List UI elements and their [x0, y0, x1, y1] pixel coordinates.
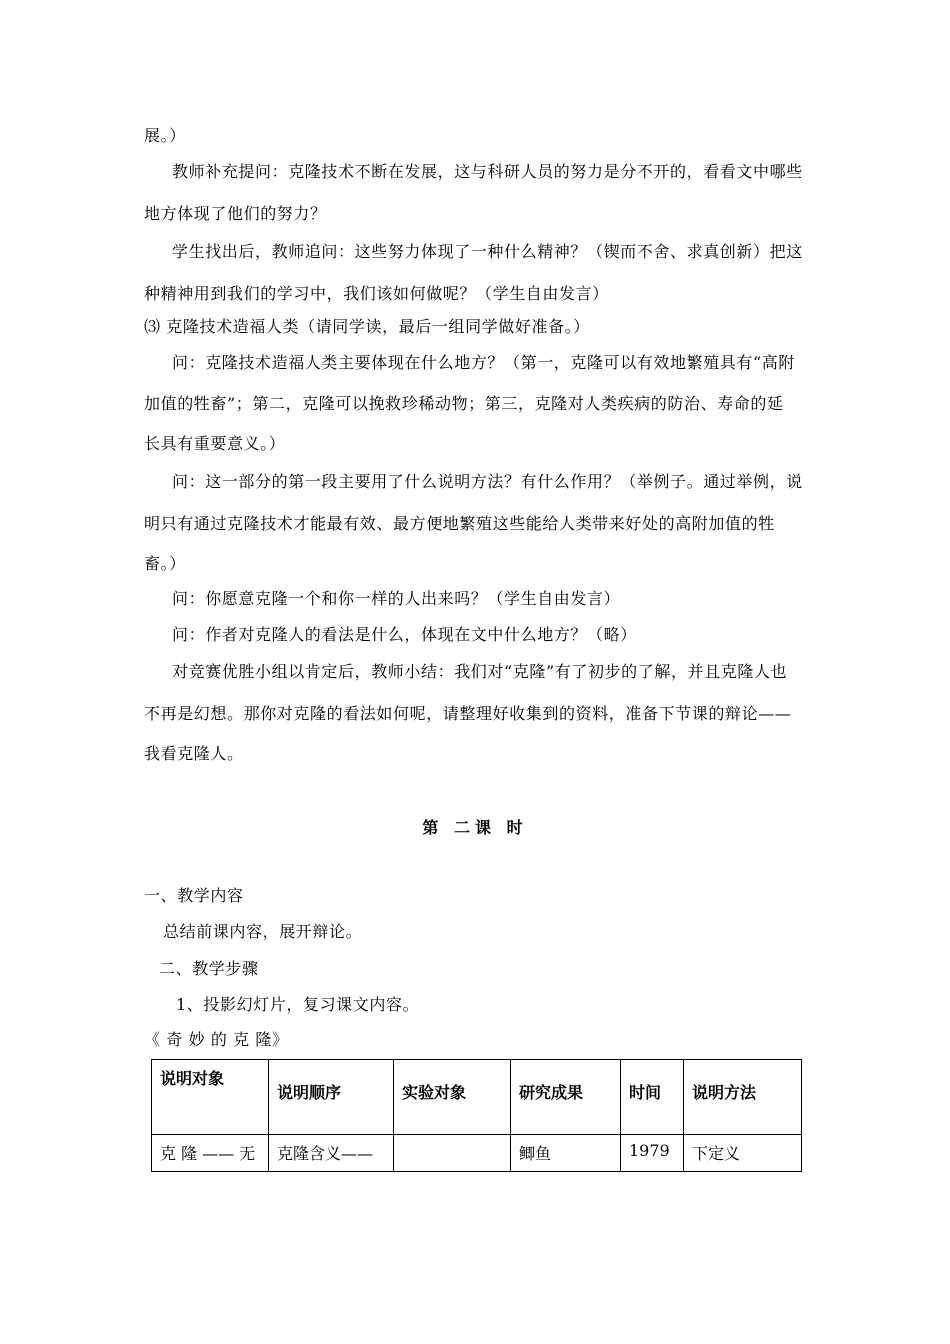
item1-title: 一、教学内容 — [144, 886, 244, 905]
table-row — [152, 1135, 802, 1172]
table-cell: 克隆含义—— — [269, 1135, 394, 1172]
paragraph-line: 长具有重要意义。） — [144, 434, 286, 453]
table-header-cell: 说明顺序 — [269, 1060, 394, 1135]
table-cell: 克 隆 —— 无 — [152, 1135, 269, 1172]
item1-text: 总结前课内容，展开辩论。 — [163, 922, 363, 941]
table-header-cell: 时间 — [621, 1060, 684, 1135]
table-header-cell: 说明方法 — [684, 1060, 802, 1135]
paragraph-line: 我看克隆人。 — [144, 744, 244, 763]
paragraph-line: 问：这一部分的第一段主要用了什么说明方法？有什么作用？（举例子。通过举例，说 — [172, 472, 803, 491]
paragraph-line: 问：作者对克隆人的看法是什么，体现在文中什么地方？（略） — [172, 625, 637, 644]
table-header-row — [152, 1060, 802, 1135]
paragraph-line: 问：你愿意克隆一个和你一样的人出来吗？（学生自由发言） — [172, 589, 621, 608]
table-cell — [394, 1135, 511, 1172]
item2-title: 二、教学步骤 — [159, 959, 259, 978]
paragraph-line: 对竞赛优胜小组以肯定后，教师小结：我们对“克隆”有了初步的了解，并且克隆人也 — [172, 662, 788, 681]
table-cell: 鲫鱼 — [511, 1135, 621, 1172]
section-title: 第 二课 时 — [422, 818, 528, 837]
paragraph-line: 种精神用到我们的学习中，我们该如何做呢？（学生自由发言） — [144, 284, 609, 303]
book-title: 《 奇 妙 的 克 隆》 — [144, 1030, 289, 1049]
paragraph-line: 问：克隆技术造福人类主要体现在什么地方？（第一，克隆可以有效地繁殖具有“高附 — [172, 353, 795, 372]
paragraph-line: 不再是幻想。那你对克隆的看法如何呢，请整理好收集到的资料，准备下节课的辩论—— — [144, 704, 792, 723]
paragraph-line: 明只有通过克隆技术才能最有效、最方便地繁殖这些能给人类带来好处的高附加值的牲 — [144, 514, 775, 533]
paragraph-line: ⑶ 克隆技术造福人类（请同学读，最后一组同学做好准备。） — [144, 317, 590, 336]
paragraph-line: 展。） — [144, 126, 186, 145]
summary-table — [151, 1059, 802, 1172]
paragraph-line: 教师补充提问：克隆技术不断在发展，这与科研人员的努力是分不开的，看看文中哪些 — [172, 162, 803, 181]
paragraph-line: 加值的牲畜”；第二，克隆可以挽救珍稀动物；第三，克隆对人类疾病的防治、寿命的延 — [144, 394, 784, 413]
table-cell: 下定义 — [684, 1135, 802, 1172]
table-header-cell: 实验对象 — [394, 1060, 511, 1135]
table-header-cell: 研究成果 — [511, 1060, 621, 1135]
paragraph-line: 地方体现了他们的努力？ — [144, 204, 327, 223]
table-header-cell: 说明对象 — [152, 1060, 269, 1135]
paragraph-line: 学生找出后，教师追问：这些努力体现了一种什么精神？（锲而不舍、求真创新）把这 — [172, 242, 803, 261]
step1-text: 1、投影幻灯片，复习课文内容。 — [176, 995, 420, 1014]
table-cell: 1979 — [621, 1135, 684, 1172]
paragraph-line: 畜。） — [144, 554, 186, 573]
